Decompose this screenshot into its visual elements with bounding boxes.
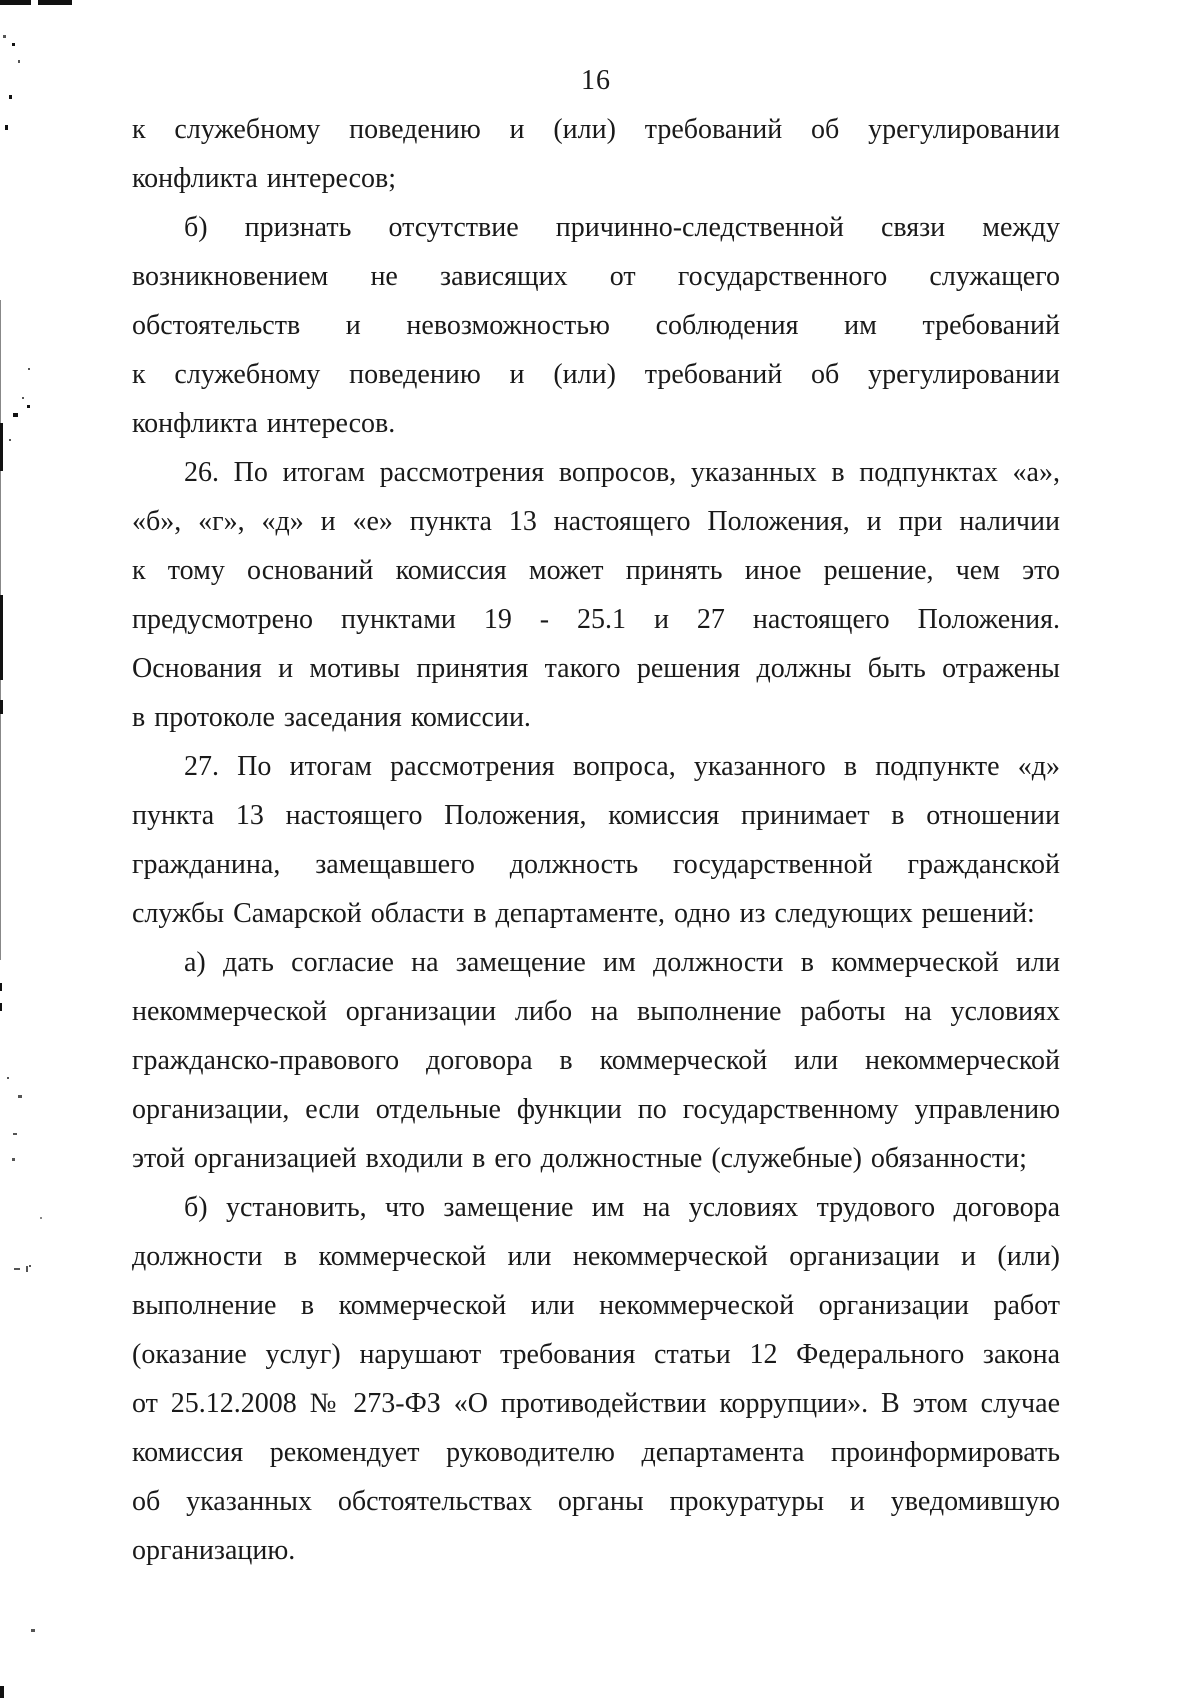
- text-line: б) признать отсутствие причинно-следственной связи между: [184, 212, 1060, 243]
- text-line: гражданина, замещавшего должность государственной гражданской: [132, 849, 1060, 880]
- scan-artifact: [29, 1265, 31, 1267]
- text-line: к тому оснований комиссия может принять иное решение, чем это: [132, 555, 1060, 586]
- scan-artifact: [26, 1266, 28, 1272]
- text-column: [132, 56, 1060, 1575]
- page-number: 16: [581, 65, 611, 96]
- text-line: 26. По итогам рассмотрения вопросов, указанных в подпунктах «а»,: [184, 457, 1060, 488]
- scan-artifact: [18, 1095, 22, 1098]
- paragraph: [132, 938, 1060, 1183]
- scan-artifact: [9, 439, 11, 441]
- text-line: к служебному поведению и (или) требований об урегулировании: [132, 114, 1060, 145]
- scan-artifact: [22, 397, 24, 399]
- paragraph: [132, 105, 1060, 203]
- scan-artifact: [27, 405, 30, 408]
- text-line: к служебному поведению и (или) требований об урегулировании: [132, 359, 1060, 390]
- scan-artifact: [0, 700, 3, 714]
- text-line: 27. По итогам рассмотрения вопроса, указанного в подпункте «д»: [184, 751, 1060, 782]
- text-line: организации, если отдельные функции по государственному управлению: [132, 1094, 1060, 1125]
- text-line: организацию.: [132, 1535, 296, 1566]
- scan-artifact: [40, 1217, 42, 1219]
- paragraph: [132, 203, 1060, 448]
- text-line: пункта 13 настоящего Положения, комиссия принимает в отношении: [132, 800, 1060, 831]
- scan-artifact: [0, 595, 3, 680]
- scan-artifact: [5, 125, 8, 130]
- text-line: конфликта интересов.: [132, 408, 396, 439]
- text-line: об указанных обстоятельствах органы прокуратуры и уведомившую: [132, 1486, 1060, 1517]
- text-line: б) установить, что замещение им на условиях трудового договора: [184, 1192, 1060, 1223]
- text-line: в протоколе заседания комиссии.: [132, 702, 531, 733]
- text-line: комиссия рекомендует руководителю департамента проинформировать: [132, 1437, 1060, 1468]
- text-line: конфликта интересов;: [132, 163, 396, 194]
- scan-artifact: [38, 0, 72, 5]
- text-line: предусмотрено пунктами 19 - 25.1 и 27 настоящего Положения.: [132, 604, 1060, 635]
- scan-artifact: [0, 423, 3, 471]
- text-line: «б», «г», «д» и «е» пункта 13 настоящего Положения, и при наличии: [132, 506, 1060, 537]
- paragraph: [132, 742, 1060, 938]
- scan-artifact: [14, 1268, 20, 1270]
- text-line: этой организацией входили в его должностные (служебные) обязанности;: [132, 1143, 1027, 1174]
- text-line: от 25.12.2008 № 273-ФЗ «О противодействии коррупции». В этом случае: [132, 1388, 1060, 1419]
- text-line: гражданско-правового договора в коммерческой или некоммерческой: [132, 1045, 1060, 1076]
- scan-artifact: [18, 60, 20, 63]
- scan-artifact: [12, 43, 15, 46]
- text-line: а) дать согласие на замещение им должности в коммерческой или: [184, 947, 1060, 978]
- paragraph: [132, 1183, 1060, 1575]
- paragraph: [132, 448, 1060, 742]
- scan-artifact: [28, 368, 30, 370]
- scan-artifact: [0, 1003, 2, 1011]
- scan-artifact: [0, 0, 31, 5]
- scan-artifact: [31, 1629, 35, 1632]
- text-line: обстоятельств и невозможностью соблюдения им требований: [132, 310, 1060, 341]
- document-body: [132, 105, 1060, 1575]
- scan-artifact: [13, 413, 18, 417]
- text-line: некоммерческой организации либо на выполнение работы на условиях: [132, 996, 1060, 1027]
- text-line: выполнение в коммерческой или некоммерческой организации работ: [132, 1290, 1060, 1321]
- text-line: возникновением не зависящих от государственного служащего: [132, 261, 1060, 292]
- text-line: службы Самарской области в департаменте, одно из следующих решений:: [132, 898, 1035, 929]
- text-line: должности в коммерческой или некоммерческой организации и (или): [132, 1241, 1060, 1272]
- scan-artifact: [7, 1077, 9, 1079]
- scan-artifact: [3, 35, 6, 38]
- scan-artifact: [0, 1686, 4, 1698]
- scan-artifact: [12, 1158, 15, 1161]
- scan-artifact: [9, 95, 12, 99]
- text-line: Основания и мотивы принятия такого решения должны быть отражены: [132, 653, 1060, 684]
- text-line: (оказание услуг) нарушают требования статьи 12 Федерального закона: [132, 1339, 1060, 1370]
- scan-artifact: [0, 983, 2, 991]
- scan-artifact: [13, 1133, 17, 1135]
